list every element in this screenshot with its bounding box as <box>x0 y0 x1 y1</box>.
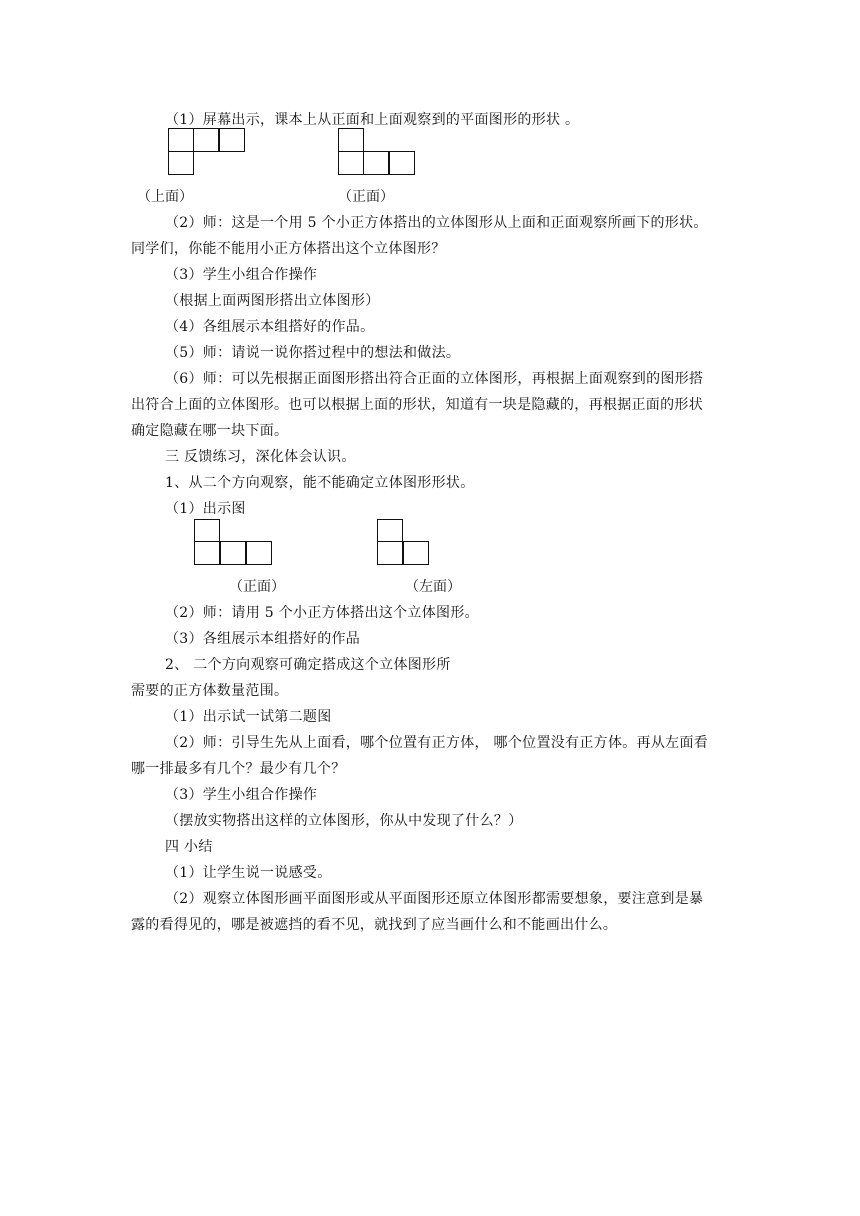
square <box>377 541 403 565</box>
paragraph-3b: （根据上面两图形搭出立体图形） <box>165 293 380 309</box>
square <box>220 541 246 565</box>
paragraph-1: （1）屏幕出示，课本上从正面和上面观察到的平面图形的形状 。 <box>165 112 580 128</box>
paragraph-2b: 同学们，你能不能用小正方体搭出这个立体图形？ <box>131 241 446 257</box>
question-2a: 2、 二个方向观察可确定搭成这个立体图形所 <box>165 657 451 673</box>
question-1-item-3: （3）各组展示本组搭好的作品 <box>165 631 361 647</box>
question-1-item-2: （2）师：请用 5 个小正方体搭出这个立体图形。 <box>165 605 479 621</box>
section-4-heading: 四 小结 <box>165 839 213 855</box>
caption-left-view: （左面） <box>405 579 461 595</box>
paragraph-6b: 出符合上面的立体图形。也可以根据上面的形状，知道有一块是隐藏的，再根据正面的形状 <box>131 397 703 413</box>
question-2-item-1: （1）出示试一试第二题图 <box>165 709 332 725</box>
paragraph-3: （3）学生小组合作操作 <box>165 267 318 283</box>
square <box>389 151 415 175</box>
paragraph-6c: 确定隐藏在哪一块下面。 <box>131 423 289 439</box>
square <box>168 128 194 152</box>
square <box>168 151 194 175</box>
question-2b: 需要的正方体数量范围。 <box>131 683 289 699</box>
question-1: 1、从二个方向观察，能不能确定立体图形形状。 <box>165 475 475 491</box>
question-1-item-1: （1）出示图 <box>165 501 246 517</box>
square <box>377 519 403 543</box>
summary-item-1: （1）让学生说一说感受。 <box>165 865 332 881</box>
caption-front-view-2: （正面） <box>229 579 285 595</box>
square <box>338 128 364 152</box>
question-2-item-2b: 哪一排最多有几个？最少有几个？ <box>131 761 346 777</box>
paragraph-2a: （2）师：这是一个用 5 个小正方体搭出的立体图形从上面和正面观察所画下的形状。 <box>165 215 708 231</box>
square <box>403 541 429 565</box>
caption-top-view: （上面） <box>137 189 193 205</box>
summary-item-2a: （2）观察立体图形画平面图形或从平面图形还原立体图形都需要想象，要注意到是暴 <box>165 891 704 907</box>
square <box>338 151 364 175</box>
square <box>194 541 220 565</box>
section-3-heading: 三 反馈练习，深化体会认识。 <box>165 449 356 465</box>
caption-front-view: （正面） <box>338 189 394 205</box>
square <box>194 519 220 543</box>
question-2-item-3b: （摆放实物搭出这样的立体图形，你从中发现了什么？） <box>165 813 523 829</box>
square <box>219 128 245 152</box>
square <box>363 151 389 175</box>
paragraph-5: （5）师：请说一说你搭过程中的想法和做法。 <box>165 345 461 361</box>
square <box>193 128 219 152</box>
square <box>246 541 272 565</box>
summary-item-2b: 露的看得见的，哪是被遮挡的看不见，就找到了应当画什么和不能画出什么。 <box>131 917 618 933</box>
paragraph-6a: （6）师：可以先根据正面图形搭出符合正面的立体图形，再根据上面观察到的图形搭 <box>165 371 704 387</box>
question-2-item-3: （3）学生小组合作操作 <box>165 787 318 803</box>
paragraph-4: （4）各组展示本组搭好的作品。 <box>165 319 375 335</box>
question-2-item-2a: （2）师：引导生先从上面看，哪个位置有正方体， 哪个位置没有正方体。再从左面看 <box>165 735 709 751</box>
